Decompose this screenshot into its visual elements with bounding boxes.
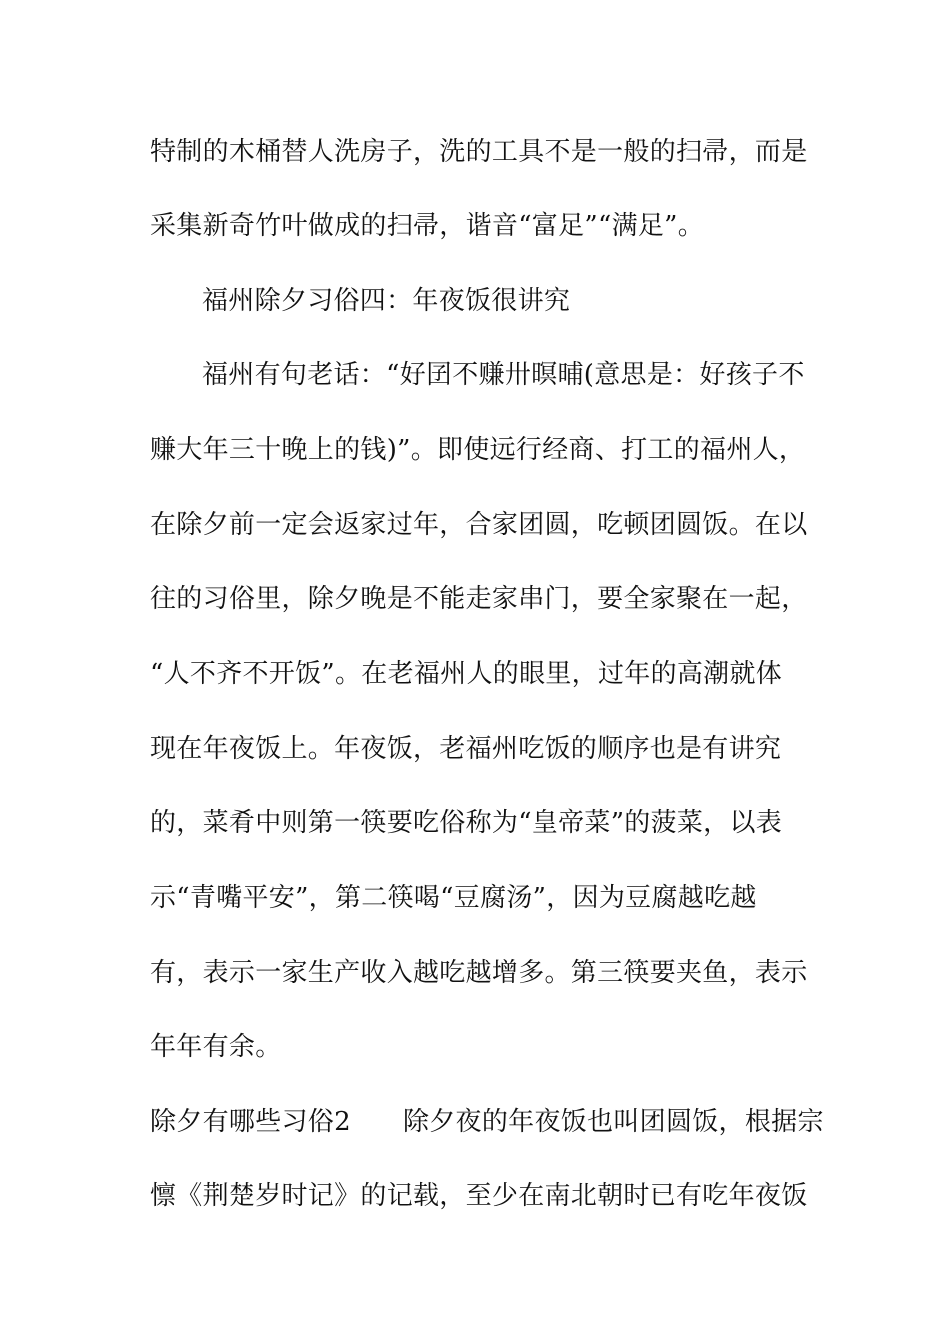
text-line: “人不齐不开饭”。在老福州人的眼里，过年的高潮就体 bbox=[150, 659, 783, 689]
text-line: 有，表示一家生产收入越吃越增多。第三筷要夹鱼，表示 bbox=[150, 958, 808, 988]
text-line: 现在年夜饭上。年夜饭，老福州吃饭的顺序也是有讲究 bbox=[150, 734, 782, 764]
text-line: 特制的木桶替人洗房子，洗的工具不是一般的扫帚，而是 bbox=[150, 137, 808, 167]
text-line: 示“青嘴平安”，第二筷喝“豆腐汤”，因为豆腐越吃越 bbox=[150, 883, 757, 913]
section-heading: 福州除夕习俗四：年夜饭很讲究 bbox=[202, 286, 571, 316]
section-title: 除夕有哪些习俗2 bbox=[150, 1107, 351, 1137]
text-line: 福州有句老话：“好囝不赚卅暝晡(意思是：好孩子不 bbox=[202, 360, 805, 390]
text-line: 年年有余。 bbox=[150, 1032, 282, 1062]
section-first-line: 除夕夜的年夜饭也叫团圆饭，根据宗 bbox=[402, 1107, 824, 1137]
text-line: 懔《荆楚岁时记》的记载，至少在南北朝时已有吃年夜饭 bbox=[150, 1181, 808, 1211]
text-line: 采集新奇竹叶做成的扫帚，谐音“富足”“满足”。 bbox=[150, 211, 705, 241]
text-line bbox=[150, 1104, 824, 1140]
text-line: 在除夕前一定会返家过年，合家团圆，吃顿团圆饭。在以 bbox=[150, 510, 808, 540]
text-line: 的，菜肴中则第一筷要吃俗称为“皇帝菜”的菠菜，以表 bbox=[150, 808, 783, 838]
text-line: 赚大年三十晚上的钱)”。即使远行经商、打工的福州人， bbox=[150, 435, 806, 465]
text-line: 往的习俗里，除夕晚是不能走家串门，要全家聚在一起， bbox=[150, 584, 808, 614]
